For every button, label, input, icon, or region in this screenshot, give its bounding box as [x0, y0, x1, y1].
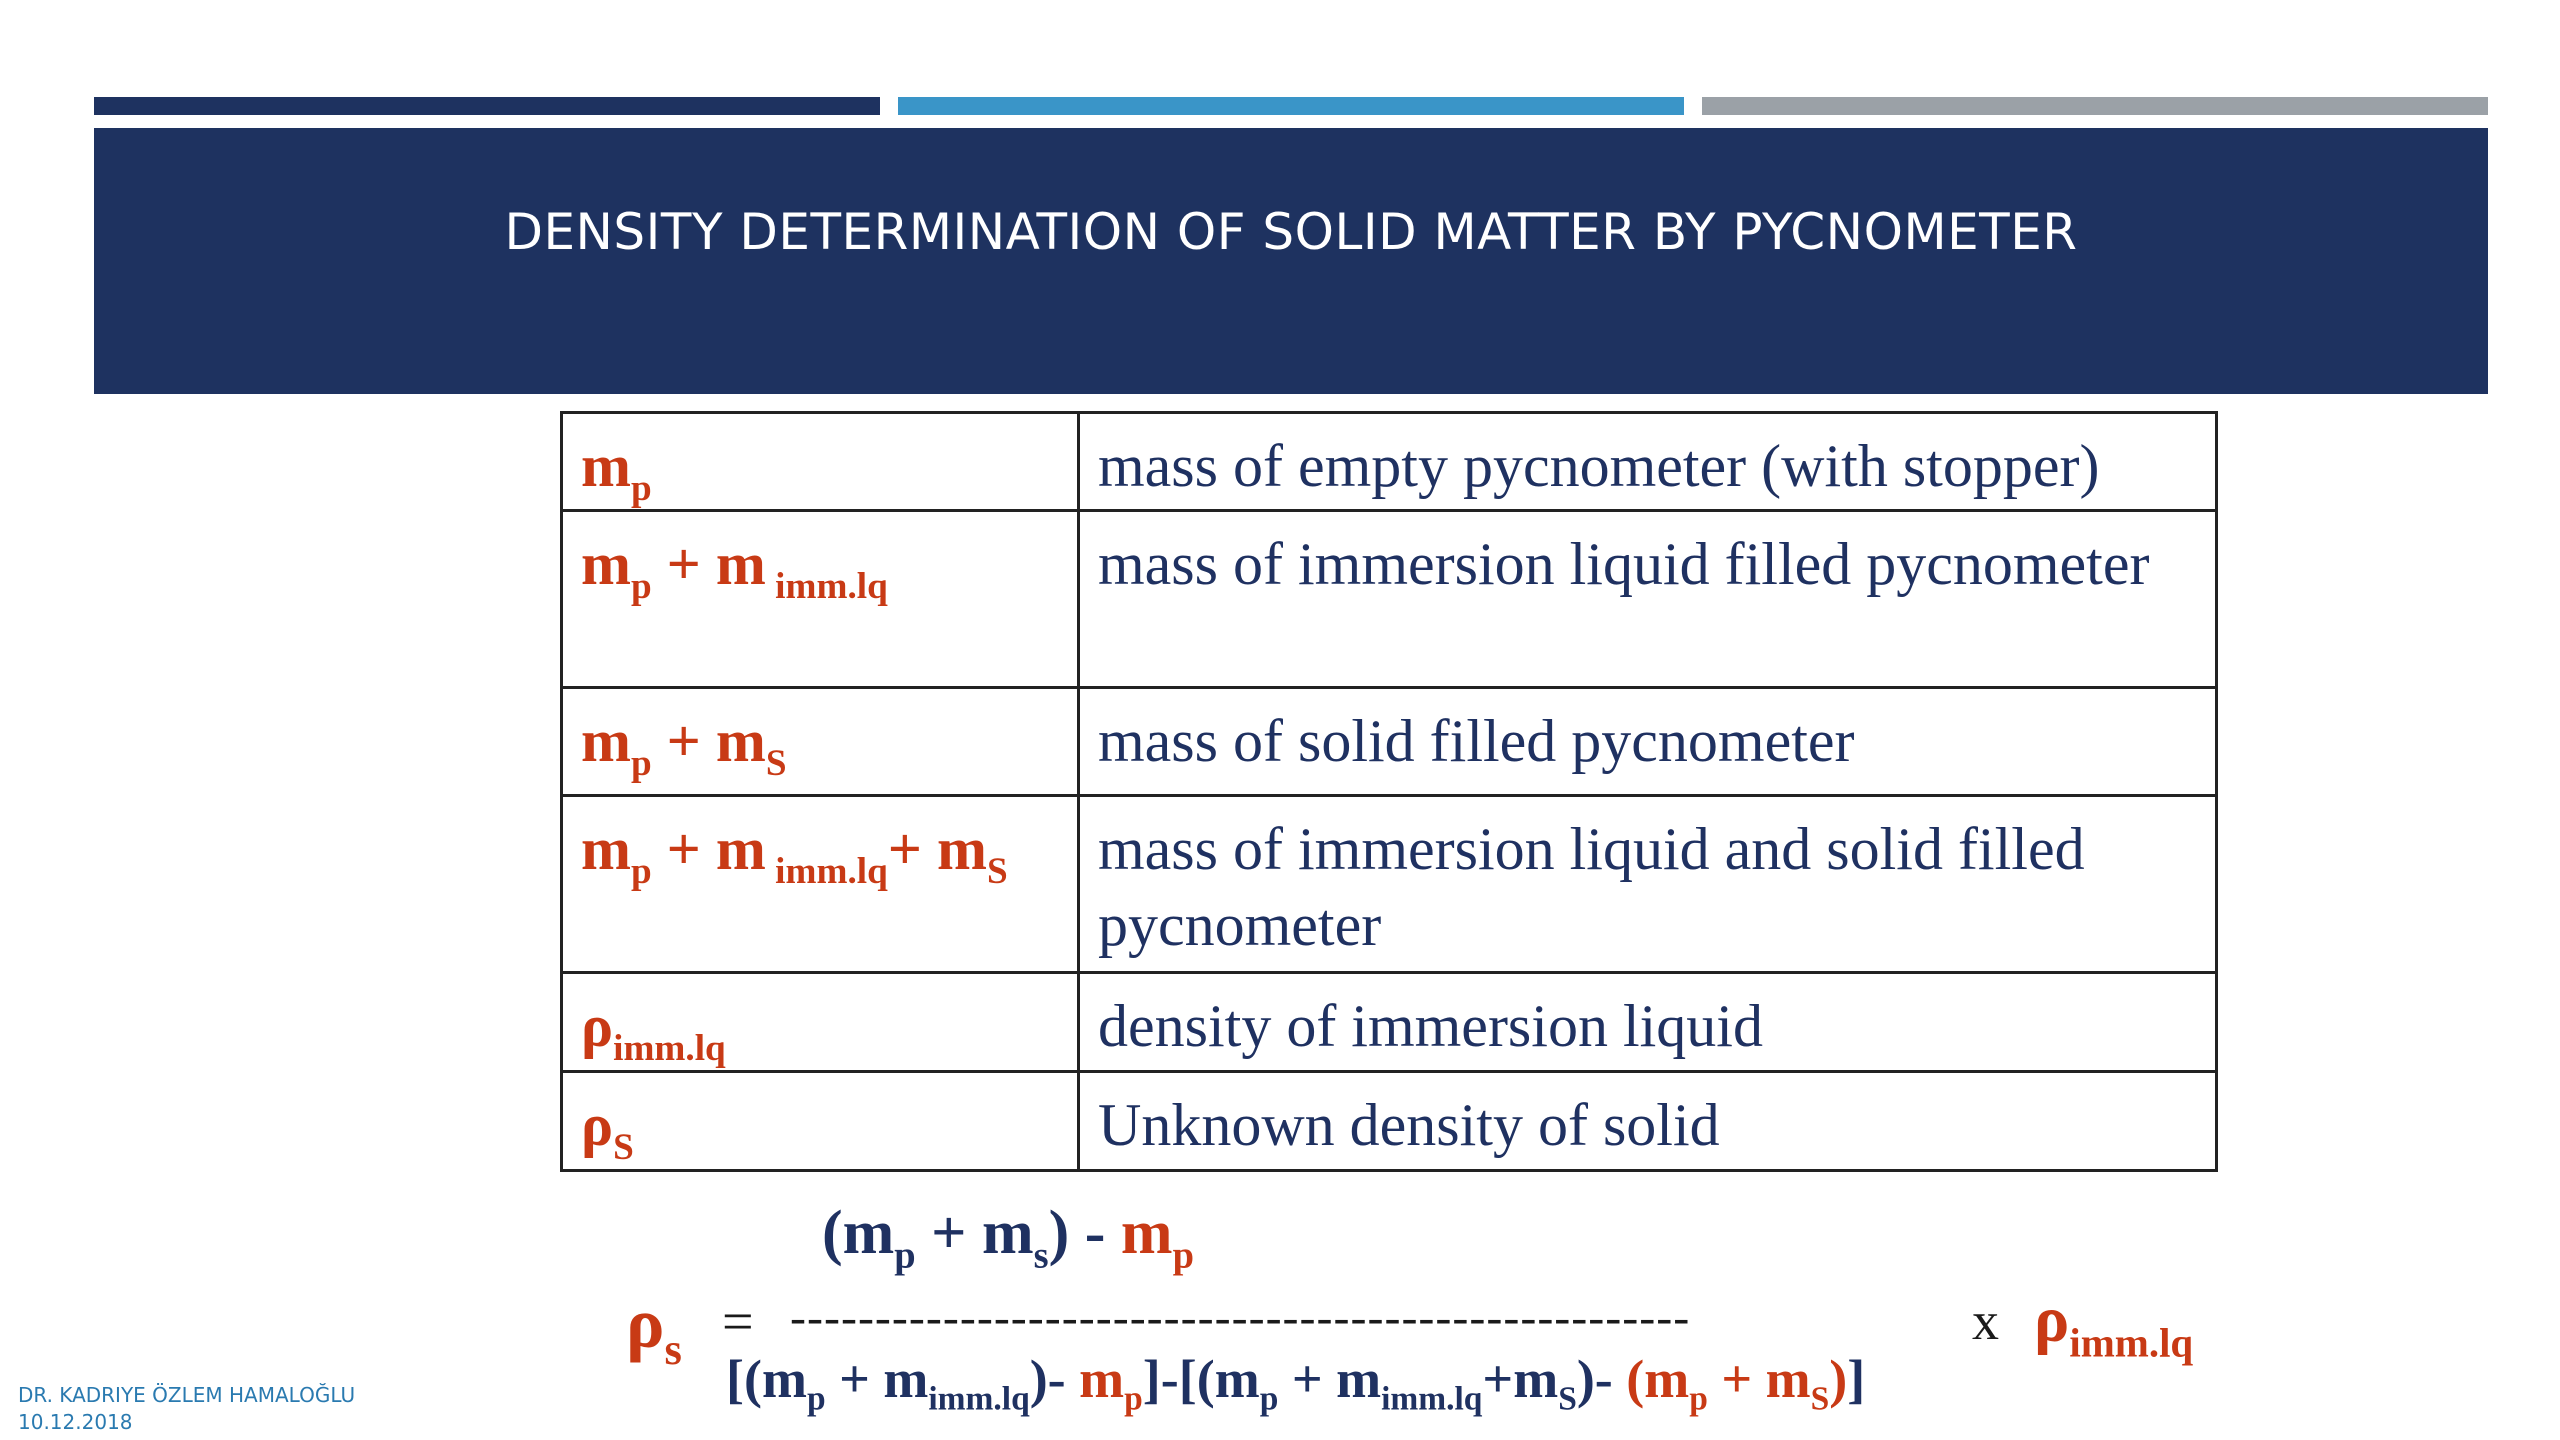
- definitions-table: [560, 411, 2218, 1172]
- table-row: [562, 1072, 2217, 1171]
- description-cell: [1079, 413, 2217, 511]
- symbol-cell: [562, 796, 1079, 973]
- title-band: [94, 128, 2488, 394]
- description-cell: [1079, 511, 2217, 688]
- description: mass of immersion liquid filled pycnometer: [1098, 531, 2150, 597]
- symbol-cell: [562, 688, 1079, 796]
- formula-rhs-density: $\rho_{imm.lq}$: [2034, 1283, 2194, 1366]
- description: mass of solid filled pycnometer: [1098, 708, 1855, 774]
- description: Unknown density of solid: [1098, 1092, 1720, 1158]
- formula-fraction-line: -----------------------------------------------------: [790, 1291, 1691, 1344]
- formula-times: x: [1972, 1291, 1999, 1351]
- description-cell: [1079, 1072, 2217, 1171]
- formula-numerator: $(m_p + m_s) - m_p$: [822, 1199, 1194, 1277]
- symbol: $m_p + m$ $_{imm.lq}+ m_S$: [581, 816, 1008, 893]
- table-row: [562, 973, 2217, 1072]
- symbol-cell: [562, 973, 1079, 1072]
- table-row: [562, 796, 2217, 973]
- description-cell: [1079, 688, 2217, 796]
- slide-title: DENSITY DETERMINATION OF SOLID MATTER BY PYCNOMETER: [504, 203, 2078, 261]
- header-bar-blue: [898, 97, 1684, 115]
- footer-author: DR. KADRIYE ÖZLEM HAMALOĞLU: [18, 1383, 356, 1407]
- description: mass of immersion liquid and solid filled pycnometer: [1098, 816, 2085, 958]
- symbol-cell: [562, 511, 1079, 688]
- description-cell: [1079, 796, 2217, 973]
- symbol: $m_p + m_S$: [581, 708, 787, 785]
- header-bar-dark: [94, 97, 880, 115]
- symbol: $m_p$: [581, 433, 652, 510]
- symbol: $\rho_{imm.lq}$: [581, 993, 726, 1070]
- header-bar-gray: [1702, 97, 2488, 115]
- footer: [18, 1382, 355, 1436]
- symbol-cell: [562, 1072, 1079, 1171]
- formula-equals: =: [722, 1291, 754, 1353]
- symbol-cell: [562, 413, 1079, 511]
- description-cell: [1079, 973, 2217, 1072]
- formula-denominator: [$(m_p + m_{imm.lq})-$ $m_p]-[(m_p + m_{imm.lq}+m_S)-$ $(m_p + m_S)$]: [726, 1349, 1866, 1418]
- table-row: [562, 688, 2217, 796]
- table-row: [562, 413, 2217, 511]
- table-row: [562, 511, 2217, 688]
- symbol: $m_p + m$ $_{imm.lq}$: [581, 531, 888, 608]
- footer-date: 10.12.2018: [18, 1410, 133, 1434]
- description: density of immersion liquid: [1098, 993, 1763, 1059]
- formula-lhs-density: $\rho_s$: [626, 1283, 682, 1374]
- description: mass of empty pycnometer (with stopper): [1098, 433, 2100, 499]
- symbol: $\rho_S$: [581, 1092, 634, 1169]
